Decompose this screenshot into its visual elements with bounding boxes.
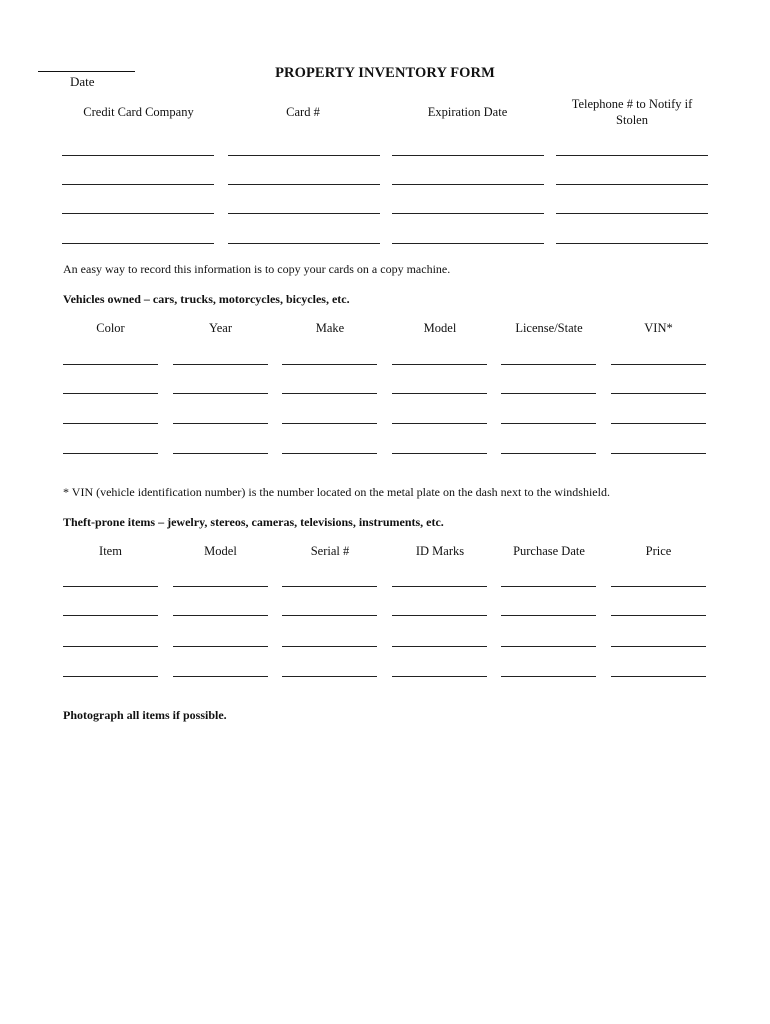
cc-blank-r1-c2[interactable] (228, 155, 380, 156)
item-blank-r2-c6[interactable] (611, 615, 706, 616)
vehicles-heading: Vehicles owned – cars, trucks, motorcycles, bicycles, etc. (63, 292, 350, 306)
item-header-price: Price (645, 544, 672, 558)
cc-blank-r4-c3[interactable] (392, 243, 544, 244)
vehicle-blank-r1-c1[interactable] (63, 364, 158, 365)
item-blank-r3-c6[interactable] (611, 646, 706, 647)
vehicle-blank-r3-c1[interactable] (63, 423, 158, 424)
cc-header-telephone: Telephone # to Notify if Stolen (571, 97, 693, 127)
vehicle-blank-r1-c3[interactable] (282, 364, 377, 365)
cc-header-card-number: Card # (286, 105, 320, 119)
vehicle-blank-r1-c6[interactable] (611, 364, 706, 365)
cc-blank-r3-c1[interactable] (62, 213, 214, 214)
item-blank-r3-c3[interactable] (282, 646, 377, 647)
vehicle-blank-r2-c2[interactable] (173, 393, 268, 394)
vehicle-blank-r4-c6[interactable] (611, 453, 706, 454)
vehicle-blank-r1-c2[interactable] (173, 364, 268, 365)
item-blank-r2-c2[interactable] (173, 615, 268, 616)
vehicle-blank-r3-c2[interactable] (173, 423, 268, 424)
cc-header-company: Credit Card Company (83, 105, 194, 119)
vehicle-blank-r2-c3[interactable] (282, 393, 377, 394)
cc-header-expiration: Expiration Date (427, 105, 508, 119)
vehicle-blank-r4-c3[interactable] (282, 453, 377, 454)
cc-blank-r2-c1[interactable] (62, 184, 214, 185)
veh-header-year: Year (208, 321, 233, 335)
item-blank-r4-c4[interactable] (392, 676, 487, 677)
item-blank-r4-c5[interactable] (501, 676, 596, 677)
vehicle-blank-r4-c2[interactable] (173, 453, 268, 454)
vehicle-blank-r2-c6[interactable] (611, 393, 706, 394)
photograph-note: Photograph all items if possible. (63, 708, 227, 722)
cc-blank-r2-c4[interactable] (556, 184, 708, 185)
vehicle-blank-r1-c4[interactable] (392, 364, 487, 365)
cc-blank-r1-c1[interactable] (62, 155, 214, 156)
vehicle-blank-r2-c5[interactable] (501, 393, 596, 394)
cc-blank-r4-c1[interactable] (62, 243, 214, 244)
veh-header-model: Model (423, 321, 457, 335)
item-blank-r2-c4[interactable] (392, 615, 487, 616)
item-header-purchase-date: Purchase Date (513, 544, 585, 558)
cc-blank-r4-c4[interactable] (556, 243, 708, 244)
item-blank-r4-c3[interactable] (282, 676, 377, 677)
item-header-id-marks: ID Marks (415, 544, 465, 558)
cc-blank-r4-c2[interactable] (228, 243, 380, 244)
item-header-item: Item (99, 544, 122, 558)
veh-header-license: License/State (515, 321, 583, 335)
theft-prone-heading: Theft-prone items – jewelry, stereos, cameras, televisions, instruments, etc. (63, 515, 444, 529)
item-blank-r1-c1[interactable] (63, 586, 158, 587)
item-blank-r4-c2[interactable] (173, 676, 268, 677)
date-label: Date (70, 74, 95, 89)
vehicle-blank-r3-c6[interactable] (611, 423, 706, 424)
vehicle-blank-r4-c5[interactable] (501, 453, 596, 454)
item-blank-r1-c4[interactable] (392, 586, 487, 587)
veh-header-vin: VIN* (644, 321, 673, 335)
item-blank-r2-c3[interactable] (282, 615, 377, 616)
cc-blank-r1-c3[interactable] (392, 155, 544, 156)
item-blank-r3-c2[interactable] (173, 646, 268, 647)
page-title: PROPERTY INVENTORY FORM (275, 65, 495, 81)
vehicle-blank-r2-c1[interactable] (63, 393, 158, 394)
item-blank-r1-c6[interactable] (611, 586, 706, 587)
vin-footnote: * VIN (vehicle identification number) is the number located on the metal plate on the dash next to the windshield. (63, 485, 610, 499)
item-blank-r4-c1[interactable] (63, 676, 158, 677)
item-blank-r3-c5[interactable] (501, 646, 596, 647)
vehicle-blank-r3-c4[interactable] (392, 423, 487, 424)
veh-header-color: Color (96, 321, 125, 335)
cc-copy-note: An easy way to record this information is to copy your cards on a copy machine. (63, 262, 451, 276)
vehicle-blank-r4-c4[interactable] (392, 453, 487, 454)
item-blank-r3-c1[interactable] (63, 646, 158, 647)
vehicle-blank-r1-c5[interactable] (501, 364, 596, 365)
item-blank-r2-c5[interactable] (501, 615, 596, 616)
vehicle-blank-r3-c3[interactable] (282, 423, 377, 424)
item-header-model: Model (204, 544, 237, 558)
item-blank-r2-c1[interactable] (63, 615, 158, 616)
item-blank-r3-c4[interactable] (392, 646, 487, 647)
item-blank-r1-c2[interactable] (173, 586, 268, 587)
item-blank-r1-c3[interactable] (282, 586, 377, 587)
cc-blank-r3-c3[interactable] (392, 213, 544, 214)
cc-blank-r3-c4[interactable] (556, 213, 708, 214)
cc-blank-r3-c2[interactable] (228, 213, 380, 214)
cc-blank-r1-c4[interactable] (556, 155, 708, 156)
vehicle-blank-r4-c1[interactable] (63, 453, 158, 454)
cc-blank-r2-c2[interactable] (228, 184, 380, 185)
item-blank-r4-c6[interactable] (611, 676, 706, 677)
cc-blank-r2-c3[interactable] (392, 184, 544, 185)
item-blank-r1-c5[interactable] (501, 586, 596, 587)
vehicle-blank-r2-c4[interactable] (392, 393, 487, 394)
veh-header-make: Make (315, 321, 345, 335)
item-header-serial: Serial # (310, 544, 350, 558)
vehicle-blank-r3-c5[interactable] (501, 423, 596, 424)
